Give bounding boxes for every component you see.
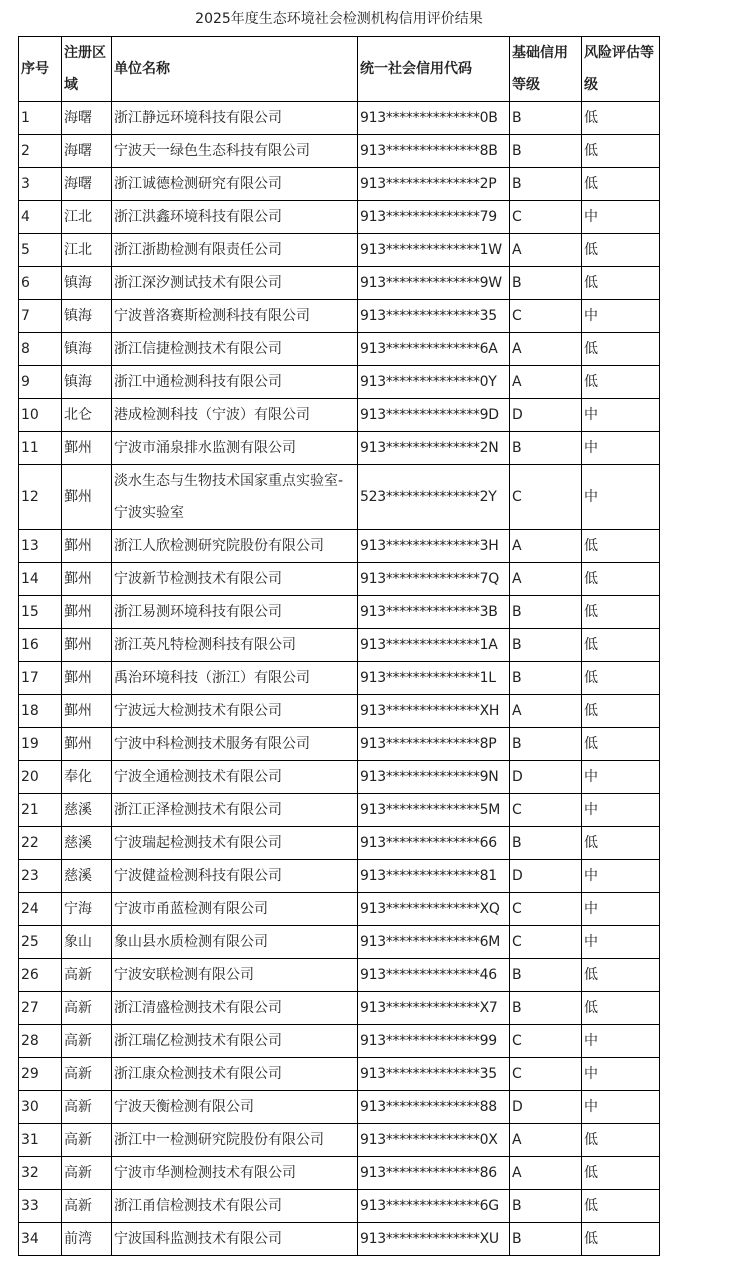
- row-risk-level: 低: [582, 629, 660, 662]
- row-code: 913**************88: [358, 1091, 510, 1124]
- row-risk-level: 低: [582, 366, 660, 399]
- row-code: 913**************6M: [358, 926, 510, 959]
- row-region: 海曙: [62, 135, 112, 168]
- table-row: [19, 234, 660, 267]
- row-region: 奉化: [62, 761, 112, 794]
- row-no: 2: [19, 135, 62, 168]
- row-credit-level: B: [510, 432, 582, 465]
- row-code: 913**************35: [358, 300, 510, 333]
- row-risk-level: 中: [582, 300, 660, 333]
- row-region: 北仑: [62, 399, 112, 432]
- row-region: 海曙: [62, 168, 112, 201]
- row-name: 浙江诚德检测研究有限公司: [112, 168, 358, 201]
- table-row: [19, 926, 660, 959]
- credit-result-table: [18, 36, 660, 1256]
- row-risk-level: 低: [582, 563, 660, 596]
- row-risk-level: 低: [582, 168, 660, 201]
- row-name: 浙江甬信检测技术有限公司: [112, 1190, 358, 1223]
- row-name: 浙江康众检测技术有限公司: [112, 1058, 358, 1091]
- row-name: 宁波远大检测技术有限公司: [112, 695, 358, 728]
- header-credit-level: 基础信用等级: [510, 37, 582, 102]
- row-risk-level: 低: [582, 959, 660, 992]
- row-risk-level: 低: [582, 596, 660, 629]
- row-credit-level: D: [510, 860, 582, 893]
- table-row: [19, 1157, 660, 1190]
- row-code: 913**************7Q: [358, 563, 510, 596]
- row-no: 24: [19, 893, 62, 926]
- row-risk-level: 中: [582, 860, 660, 893]
- row-region: 高新: [62, 1124, 112, 1157]
- row-credit-level: B: [510, 992, 582, 1025]
- row-code: 913**************3H: [358, 530, 510, 563]
- row-code: 913**************8B: [358, 135, 510, 168]
- row-credit-level: D: [510, 399, 582, 432]
- table-row: [19, 629, 660, 662]
- row-risk-level: 中: [582, 761, 660, 794]
- row-name: 宁波中科检测技术服务有限公司: [112, 728, 358, 761]
- row-code: 913**************0X: [358, 1124, 510, 1157]
- row-no: 18: [19, 695, 62, 728]
- table-row: [19, 432, 660, 465]
- row-credit-level: B: [510, 959, 582, 992]
- row-name: 浙江正泽检测技术有限公司: [112, 794, 358, 827]
- row-credit-level: B: [510, 596, 582, 629]
- row-risk-level: 中: [582, 399, 660, 432]
- row-no: 33: [19, 1190, 62, 1223]
- row-code: 913**************66: [358, 827, 510, 860]
- row-code: 913**************6A: [358, 333, 510, 366]
- row-no: 6: [19, 267, 62, 300]
- table-row: [19, 399, 660, 432]
- row-risk-level: 低: [582, 530, 660, 563]
- row-no: 3: [19, 168, 62, 201]
- row-credit-level: C: [510, 794, 582, 827]
- row-region: 海曙: [62, 102, 112, 135]
- row-region: 慈溪: [62, 794, 112, 827]
- row-credit-level: D: [510, 1091, 582, 1124]
- row-no: 17: [19, 662, 62, 695]
- row-risk-level: 低: [582, 234, 660, 267]
- row-code: 913**************1W: [358, 234, 510, 267]
- table-row: [19, 563, 660, 596]
- row-no: 14: [19, 563, 62, 596]
- row-code: 913**************2P: [358, 168, 510, 201]
- row-no: 5: [19, 234, 62, 267]
- row-code: 913**************XQ: [358, 893, 510, 926]
- table-row: [19, 1025, 660, 1058]
- row-risk-level: 低: [582, 1124, 660, 1157]
- row-region: 慈溪: [62, 860, 112, 893]
- row-credit-level: C: [510, 926, 582, 959]
- row-no: 10: [19, 399, 62, 432]
- table-row: [19, 893, 660, 926]
- table-row: [19, 530, 660, 563]
- row-credit-level: B: [510, 629, 582, 662]
- row-code: 913**************9W: [358, 267, 510, 300]
- row-credit-level: B: [510, 135, 582, 168]
- row-name: 宁波市华测检测技术有限公司: [112, 1157, 358, 1190]
- row-region: 镇海: [62, 333, 112, 366]
- row-region: 鄞州: [62, 465, 112, 530]
- row-code: 913**************0Y: [358, 366, 510, 399]
- table-row: [19, 102, 660, 135]
- header-name: 单位名称: [112, 37, 358, 102]
- header-region: 注册区域: [62, 37, 112, 102]
- row-region: 鄞州: [62, 662, 112, 695]
- row-name: 淡水生态与生物技术国家重点实验室-宁波实验室: [112, 465, 358, 530]
- row-risk-level: 低: [582, 1190, 660, 1223]
- page-title: 2025年度生态环境社会检测机构信用评价结果: [195, 11, 483, 27]
- row-name: 宁波全通检测技术有限公司: [112, 761, 358, 794]
- row-region: 江北: [62, 201, 112, 234]
- row-credit-level: C: [510, 1058, 582, 1091]
- row-credit-level: C: [510, 300, 582, 333]
- row-region: 镇海: [62, 366, 112, 399]
- table-row: [19, 300, 660, 333]
- row-name: 浙江人欣检测研究院股份有限公司: [112, 530, 358, 563]
- row-code: 913**************99: [358, 1025, 510, 1058]
- table-row: [19, 135, 660, 168]
- row-risk-level: 低: [582, 267, 660, 300]
- table-body: [19, 102, 660, 1256]
- row-no: 27: [19, 992, 62, 1025]
- row-code: 913**************2N: [358, 432, 510, 465]
- row-risk-level: 中: [582, 1025, 660, 1058]
- row-code: 913**************0B: [358, 102, 510, 135]
- row-no: 19: [19, 728, 62, 761]
- row-name: 宁波国科监测技术有限公司: [112, 1223, 358, 1256]
- row-region: 镇海: [62, 267, 112, 300]
- row-name: 象山县水质检测有限公司: [112, 926, 358, 959]
- row-credit-level: B: [510, 267, 582, 300]
- row-risk-level: 低: [582, 135, 660, 168]
- row-code: 913**************79: [358, 201, 510, 234]
- row-code: 913**************9D: [358, 399, 510, 432]
- header-no: 序号: [19, 37, 62, 102]
- table-row: [19, 662, 660, 695]
- row-no: 8: [19, 333, 62, 366]
- row-risk-level: 中: [582, 893, 660, 926]
- row-code: 913**************9N: [358, 761, 510, 794]
- row-risk-level: 中: [582, 794, 660, 827]
- row-risk-level: 低: [582, 827, 660, 860]
- row-credit-level: A: [510, 234, 582, 267]
- row-region: 慈溪: [62, 827, 112, 860]
- row-credit-level: A: [510, 1157, 582, 1190]
- row-name: 宁波天衡检测有限公司: [112, 1091, 358, 1124]
- table-row: [19, 168, 660, 201]
- row-region: 高新: [62, 1025, 112, 1058]
- row-risk-level: 中: [582, 201, 660, 234]
- row-name: 宁波市甬蓝检测有限公司: [112, 893, 358, 926]
- row-credit-level: B: [510, 168, 582, 201]
- row-no: 30: [19, 1091, 62, 1124]
- row-no: 9: [19, 366, 62, 399]
- table-row: [19, 333, 660, 366]
- row-no: 4: [19, 201, 62, 234]
- row-credit-level: A: [510, 366, 582, 399]
- row-name: 宁波市涌泉排水监测有限公司: [112, 432, 358, 465]
- row-name: 浙江中通检测科技有限公司: [112, 366, 358, 399]
- table-row: [19, 1190, 660, 1223]
- row-risk-level: 中: [582, 465, 660, 530]
- row-region: 高新: [62, 959, 112, 992]
- row-name: 浙江易测环境科技有限公司: [112, 596, 358, 629]
- row-name: 宁波新节检测技术有限公司: [112, 563, 358, 596]
- row-region: 高新: [62, 1190, 112, 1223]
- row-code: 913**************81: [358, 860, 510, 893]
- row-no: 32: [19, 1157, 62, 1190]
- row-no: 28: [19, 1025, 62, 1058]
- row-risk-level: 低: [582, 695, 660, 728]
- row-risk-level: 中: [582, 1091, 660, 1124]
- row-name: 禹治环境科技（浙江）有限公司: [112, 662, 358, 695]
- row-name: 浙江清盛检测技术有限公司: [112, 992, 358, 1025]
- row-code: 913**************35: [358, 1058, 510, 1091]
- row-region: 镇海: [62, 300, 112, 333]
- row-no: 31: [19, 1124, 62, 1157]
- row-region: 鄞州: [62, 728, 112, 761]
- row-code: 913**************XU: [358, 1223, 510, 1256]
- row-no: 20: [19, 761, 62, 794]
- row-credit-level: C: [510, 893, 582, 926]
- row-name: 宁波健益检测科技有限公司: [112, 860, 358, 893]
- row-code: 913**************X7: [358, 992, 510, 1025]
- row-code: 913**************3B: [358, 596, 510, 629]
- row-region: 鄞州: [62, 695, 112, 728]
- table-row: [19, 959, 660, 992]
- row-region: 高新: [62, 1157, 112, 1190]
- row-name: 宁波普洛赛斯检测科技有限公司: [112, 300, 358, 333]
- table-row: [19, 1058, 660, 1091]
- row-code: 523**************2Y: [358, 465, 510, 530]
- row-name: 宁波瑞起检测技术有限公司: [112, 827, 358, 860]
- row-name: 浙江静远环境科技有限公司: [112, 102, 358, 135]
- table-row: [19, 860, 660, 893]
- row-credit-level: C: [510, 201, 582, 234]
- row-credit-level: B: [510, 1223, 582, 1256]
- row-name: 浙江深汐测试技术有限公司: [112, 267, 358, 300]
- table-row: [19, 1091, 660, 1124]
- row-region: 鄞州: [62, 432, 112, 465]
- row-region: 宁海: [62, 893, 112, 926]
- row-no: 13: [19, 530, 62, 563]
- table-row: [19, 1124, 660, 1157]
- row-code: 913**************86: [358, 1157, 510, 1190]
- table-row: [19, 267, 660, 300]
- row-no: 22: [19, 827, 62, 860]
- row-credit-level: A: [510, 1124, 582, 1157]
- row-region: 高新: [62, 992, 112, 1025]
- row-code: 913**************1L: [358, 662, 510, 695]
- row-no: 12: [19, 465, 62, 530]
- table-row: [19, 728, 660, 761]
- row-credit-level: B: [510, 102, 582, 135]
- row-risk-level: 低: [582, 1157, 660, 1190]
- row-code: 913**************46: [358, 959, 510, 992]
- row-risk-level: 低: [582, 992, 660, 1025]
- row-risk-level: 低: [582, 333, 660, 366]
- row-region: 高新: [62, 1058, 112, 1091]
- row-no: 11: [19, 432, 62, 465]
- row-no: 23: [19, 860, 62, 893]
- row-region: 江北: [62, 234, 112, 267]
- table-row: [19, 827, 660, 860]
- row-region: 前湾: [62, 1223, 112, 1256]
- table-row: [19, 992, 660, 1025]
- header-code: 统一社会信用代码: [358, 37, 510, 102]
- row-no: 34: [19, 1223, 62, 1256]
- row-code: 913**************8P: [358, 728, 510, 761]
- row-credit-level: B: [510, 662, 582, 695]
- row-name: 浙江浙勘检测有限责任公司: [112, 234, 358, 267]
- table-row: [19, 366, 660, 399]
- table-row: [19, 761, 660, 794]
- row-region: 高新: [62, 1091, 112, 1124]
- row-no: 25: [19, 926, 62, 959]
- row-credit-level: B: [510, 827, 582, 860]
- table-row: [19, 1223, 660, 1256]
- row-name: 浙江瑞亿检测技术有限公司: [112, 1025, 358, 1058]
- row-risk-level: 中: [582, 432, 660, 465]
- row-credit-level: A: [510, 530, 582, 563]
- row-no: 16: [19, 629, 62, 662]
- row-credit-level: A: [510, 563, 582, 596]
- row-name: 浙江中一检测研究院股份有限公司: [112, 1124, 358, 1157]
- row-no: 15: [19, 596, 62, 629]
- row-name: 宁波安联检测有限公司: [112, 959, 358, 992]
- row-risk-level: 低: [582, 662, 660, 695]
- row-credit-level: D: [510, 761, 582, 794]
- table-row: [19, 695, 660, 728]
- row-credit-level: B: [510, 1190, 582, 1223]
- row-risk-level: 低: [582, 1223, 660, 1256]
- row-name: 浙江洪鑫环境科技有限公司: [112, 201, 358, 234]
- row-name: 宁波天一绿色生态科技有限公司: [112, 135, 358, 168]
- row-risk-level: 低: [582, 102, 660, 135]
- table-header-row: [19, 37, 660, 102]
- row-code: 913**************XH: [358, 695, 510, 728]
- row-no: 26: [19, 959, 62, 992]
- header-risk-level: 风险评估等级: [582, 37, 660, 102]
- row-code: 913**************5M: [358, 794, 510, 827]
- row-region: 鄞州: [62, 629, 112, 662]
- row-region: 象山: [62, 926, 112, 959]
- row-risk-level: 中: [582, 926, 660, 959]
- row-code: 913**************6G: [358, 1190, 510, 1223]
- table-row: [19, 596, 660, 629]
- row-region: 鄞州: [62, 530, 112, 563]
- row-region: 鄞州: [62, 563, 112, 596]
- row-credit-level: C: [510, 1025, 582, 1058]
- table-row: [19, 201, 660, 234]
- row-no: 7: [19, 300, 62, 333]
- row-risk-level: 中: [582, 1058, 660, 1091]
- row-region: 鄞州: [62, 596, 112, 629]
- row-no: 1: [19, 102, 62, 135]
- row-name: 浙江英凡特检测科技有限公司: [112, 629, 358, 662]
- row-credit-level: A: [510, 695, 582, 728]
- row-risk-level: 低: [582, 728, 660, 761]
- row-credit-level: A: [510, 333, 582, 366]
- table-row: [19, 794, 660, 827]
- row-name: 港成检测科技（宁波）有限公司: [112, 399, 358, 432]
- table-row: [19, 465, 660, 530]
- row-code: 913**************1A: [358, 629, 510, 662]
- row-name: 浙江信捷检测技术有限公司: [112, 333, 358, 366]
- row-no: 29: [19, 1058, 62, 1091]
- row-credit-level: C: [510, 465, 582, 530]
- row-credit-level: B: [510, 728, 582, 761]
- row-no: 21: [19, 794, 62, 827]
